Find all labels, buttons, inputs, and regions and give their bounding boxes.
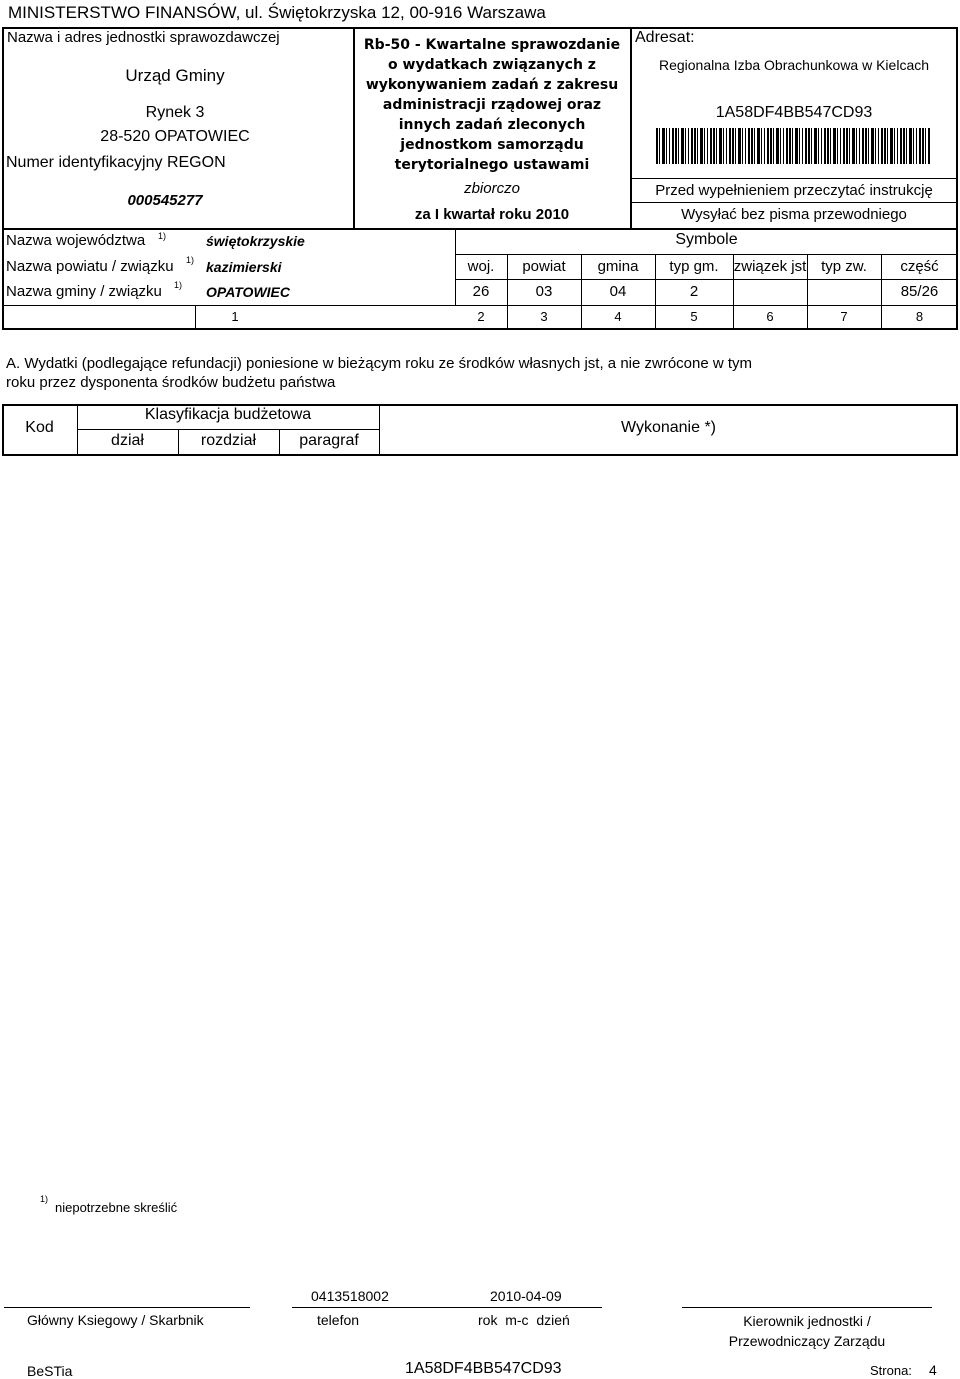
column-number: 2 [477, 309, 485, 324]
manager-label: Kierownik jednostki / [743, 1313, 871, 1329]
page-label: Strona: [870, 1363, 912, 1378]
footnote-mark: 1) [174, 280, 183, 290]
addressee-label: Adresat: [635, 29, 695, 46]
regon-value: 000545277 [127, 192, 203, 209]
manager-label-cont: Przewodniczący Zarządu [728, 1333, 886, 1349]
symbol-header: część [900, 258, 939, 275]
footnote-mark: 1) [186, 255, 195, 265]
instruction-read: Przed wypełnieniem przeczytać instrukcję [655, 182, 933, 199]
chief-accountant-label: Główny Ksiegowy / Skarbnik [27, 1312, 204, 1328]
symbol-value: 85/26 [900, 283, 939, 300]
symbol-value: 26 [472, 283, 490, 300]
voivodeship-value: świętokrzyskie [206, 233, 305, 249]
regon-label: Numer identyfikacyjny REGON [6, 154, 226, 171]
column-number: 3 [540, 309, 548, 324]
symbol-header: woj. [467, 258, 495, 275]
symbol-value: 2 [689, 283, 699, 300]
column-number: 4 [614, 309, 622, 324]
footnote-text: niepotrzebne skreślić [55, 1200, 178, 1215]
column-number: 1 [231, 309, 239, 324]
ministry-header: MINISTERSTWO FINANSÓW, ul. Świętokrzyska 12, 00-916 Warszawa [8, 3, 546, 22]
barcode-image [656, 128, 930, 164]
unit-label: Nazwa i adres jednostki sprawozdawczej [7, 29, 280, 46]
addressee-name: Regionalna Izba Obrachunkowa w Kielcach [658, 57, 930, 73]
county-label: Nazwa powiatu / związku [6, 258, 174, 275]
phone-label: telefon [317, 1312, 360, 1328]
section-a-heading-cont: roku przez dysponenta środków budżetu państwa [6, 374, 336, 391]
column-rozdzial: rozdział [200, 432, 257, 449]
voivodeship-label: Nazwa województwa [6, 232, 146, 249]
column-kod: Kod [25, 419, 54, 436]
symbol-value: 03 [535, 283, 553, 300]
report-period: za I kwartał roku 2010 [414, 206, 570, 223]
unit-street: Rynek 3 [145, 104, 205, 121]
footer-code: 1A58DF4BB547CD93 [405, 1360, 562, 1377]
county-value: kazimierski [206, 259, 282, 275]
symbol-header: powiat [522, 258, 566, 275]
date-value: 2010-04-09 [490, 1288, 562, 1304]
section-a-heading: A. Wydatki (podlegające refundacji) poniesione w bieżącym roku ze środków własnych jst, a nie zwrócone w tym [6, 355, 753, 372]
column-number: 8 [915, 309, 924, 324]
symbol-header: typ gm. [669, 258, 719, 275]
commune-label: Nazwa gminy / związku [6, 283, 162, 300]
symbol-header: związek jst [733, 258, 807, 275]
footnote-mark: 1) [158, 231, 167, 241]
report-title: Rb-50 - Kwartalne sprawozdanie o wydatkach związanych z wykonywaniem zadań z zakresu administracji rządowej oraz innych zadań zleconych jednostkom samorządu terytorialnego ustawami [363, 37, 621, 173]
date-label: rok m-c dzień [478, 1312, 570, 1328]
addressee-code: 1A58DF4BB547CD93 [715, 104, 873, 121]
column-number: 6 [766, 309, 774, 324]
unit-name: Urząd Gminy [125, 66, 225, 85]
column-klasyfikacja: Klasyfikacja budżetowa [144, 406, 312, 423]
software-name: BeSTia [27, 1363, 73, 1379]
report-mode: zbiorczo [464, 180, 520, 197]
symbols-title: Symbole [675, 231, 738, 248]
symbol-header: typ zw. [821, 258, 867, 275]
column-number: 5 [690, 309, 698, 324]
symbol-value: 04 [609, 283, 627, 300]
instruction-send: Wysyłać bez pisma przewodniego [681, 206, 907, 223]
commune-value: OPATOWIEC [206, 284, 290, 300]
page-number: 4 [929, 1362, 937, 1378]
column-paragraf: paragraf [299, 432, 359, 449]
phone-value: 0413518002 [311, 1288, 389, 1304]
footnote-mark: 1) [40, 1194, 49, 1204]
column-wykonanie: Wykonanie *) [620, 419, 716, 436]
column-number: 7 [840, 309, 848, 324]
symbol-header: gmina [597, 258, 639, 275]
column-dzial: dział [111, 432, 144, 449]
unit-city: 28-520 OPATOWIEC [100, 128, 250, 145]
